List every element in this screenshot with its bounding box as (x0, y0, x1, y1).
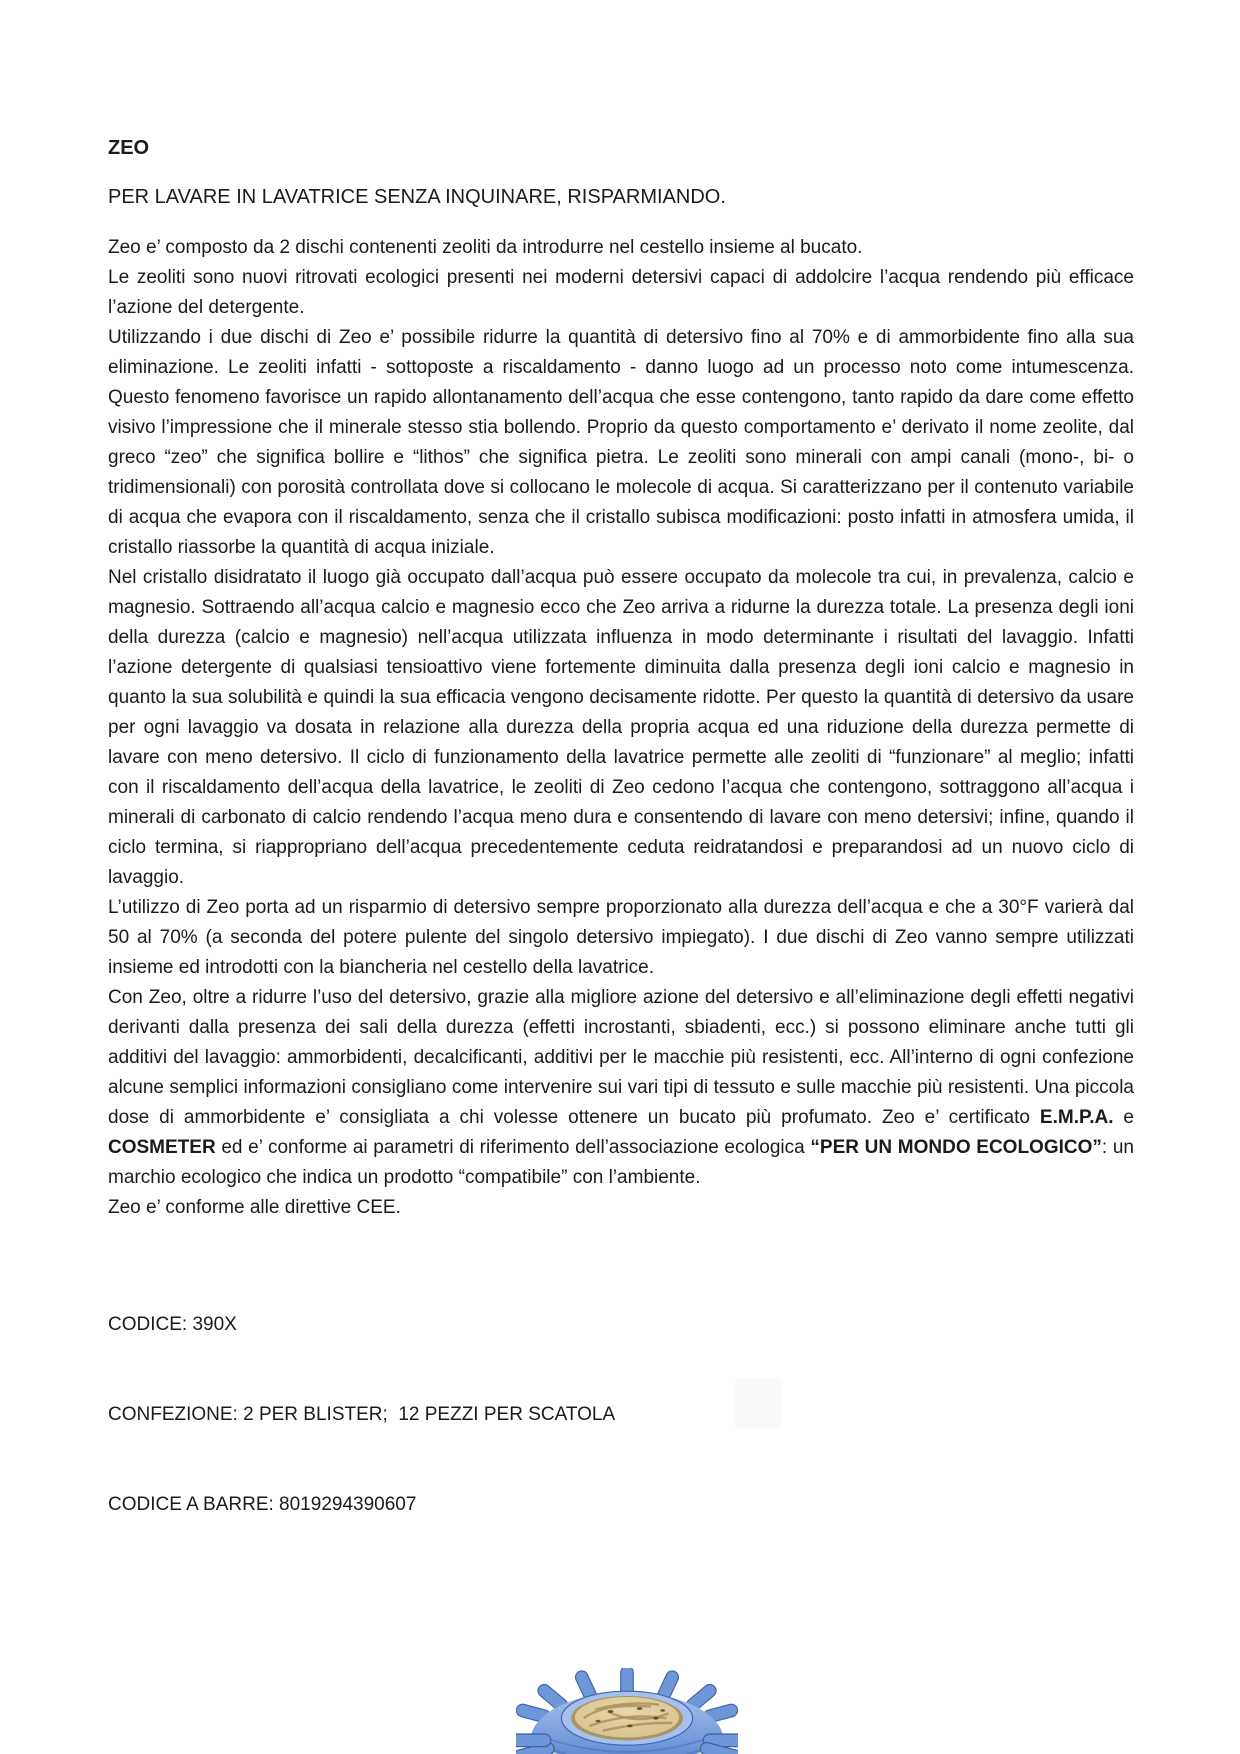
text-segment: ed e’ conforme ai parametri di riferimento dell’associazione ecologica (215, 1137, 811, 1158)
text-segment: : un marchio ecologico che indica un prodotto “compatibile” con l’ambiente. (108, 1137, 1134, 1188)
text-segment: e (1113, 1107, 1134, 1128)
code-line-confezione: CONFEZIONE: 2 PER BLISTER; 12 PEZZI PER SCATOLA (108, 1404, 616, 1425)
product-codes (108, 1250, 1134, 1580)
product-photo (108, 1668, 1134, 1754)
bold-cosmeter: COSMETER (108, 1137, 216, 1158)
paragraph-direttive-cee: Zeo e’ conforme alle direttive CEE. (108, 1197, 401, 1218)
paragraph-durezza: Nel cristallo disidratato il luogo già occupato dall’acqua può essere occupato da molecole tra cui, in prevalenza, calcio e magnesio. Sottraendo all’acqua calcio e magnesio ecco che Zeo arriva a ridurne la durezza totale. La presenza degli ioni della durezza (calcio e magnesio) nell’acqua utilizzata influenza in modo determinante i risultati del lavaggio. Infatti l’azione detergente di qualsiasi tensioattivo viene fortemente diminuita dalla presenza degli ioni calcio e magnesio in quanto la sua solubilità e quindi la sua efficacia vengono decisamente ridotte. Per questo la quantità di detersivo da usare per ogni lavaggio va dosata in relazione alla durezza della propria acqua ed una riduzione della durezza permette di lavare con meno detersivo. Il ciclo di funzionamento della lavatrice permette alle zeoliti di “funzionare” al meglio; infatti con il riscaldamento dell’acqua della lavatrice, le zeoliti di Zeo cedono l’acqua che contengono, sottraggono all’acqua i minerali di carbonato di calcio rendendo l’acqua meno dura e consentendo di lavare con meno detersivi; infine, quando il ciclo termina, si riappropriano dell’acqua precedentemente ceduta reidratandosi e preparandosi ad un nuovo ciclo di lavaggio. (108, 567, 1134, 888)
code-line-barcode: CODICE A BARRE: 8019294390607 (108, 1494, 417, 1515)
page-title: ZEO (108, 137, 150, 159)
paragraph-risparmio: L’utilizzo di Zeo porta ad un risparmio di detersivo sempre proporzionato alla durezza dell’acqua e che a 30°F varierà dal 50 al 70% (a seconda del potere pulente del singolo detersivo impiegato). I due dischi di Zeo vanno sempre utilizzati insieme ed introdotti con la biancheria nel cestello della lavatrice. (108, 897, 1134, 978)
photo-background-artifact (735, 1378, 781, 1428)
tagline: PER LAVARE IN LAVATRICE SENZA INQUINARE, RISPARMIANDO. (108, 186, 726, 208)
paragraph-certificazioni (108, 983, 1134, 1193)
paragraph-zeoliti-intro: Le zeoliti sono nuovi ritrovati ecologici presenti nei moderni detersivi capaci di addolcire l’acqua rendendo più efficace l’azione del detergente. (108, 267, 1134, 318)
bold-mondo-ecologico: “PER UN MONDO ECOLOGICO” (810, 1137, 1102, 1158)
paragraph-composition: Zeo e’ composto da 2 dischi contenenti zeoliti da introdurre nel cestello insieme al bucato. (108, 237, 863, 258)
paragraph-intumescenza: Utilizzando i due dischi di Zeo e’ possibile ridurre la quantità di detersivo fino al 70% e di ammorbidente fino alla sua eliminazione. Le zeoliti infatti - sottoposte a riscaldamento - danno luogo ad un processo noto come intumescenza. Questo fenomeno favorisce un rapido allontanamento dell’acqua che esse contengono, tanto rapido da dare come effetto visivo l’impressione che il minerale stesso stia bollendo. Proprio da questo comportamento e’ derivato il nome zeolite, dal greco “zeo” che significa bollire e “lithos” che significa pietra. Le zeoliti sono minerali con ampi canali (mono-, bi- o tridimensionali) con porosità controllata dove si collocano le molecole di acqua. Si caratterizzano per il contenuto variabile di acqua che evapora con il riscaldamento, senza che il cristallo subisca modificazioni: posto infatti in atmosfera umida, il cristallo riassorbe la quantità di acqua iniziale. (108, 327, 1134, 558)
bold-empa: E.M.P.A. (1039, 1107, 1114, 1128)
text-segment: Con Zeo, oltre a ridurre l’uso del detersivo, grazie alla migliore azione del detersivo e all’eliminazione degli effetti negativi derivanti dalla presenza dei sali della durezza (effetti incrostanti, sbiadenti, ecc.) si possono eliminare anche tutti gli additivi del lavaggio: ammorbidenti, decalcificanti, additivi per le macchie più resistenti, ecc. All’interno di ogni confezione alcune semplici informazioni consigliano come intervenire sui vari tipi di tessuto e sulle macchie più resistenti. Una piccola dose di ammorbidente e’ consigliata a chi volesse ottenere un bucato più profumato. Zeo e’ certificato (108, 987, 1134, 1128)
zeo-disc-image (516, 1668, 738, 1754)
code-line-codice: CODICE: 390X (108, 1314, 237, 1335)
body-text (108, 233, 1134, 1223)
